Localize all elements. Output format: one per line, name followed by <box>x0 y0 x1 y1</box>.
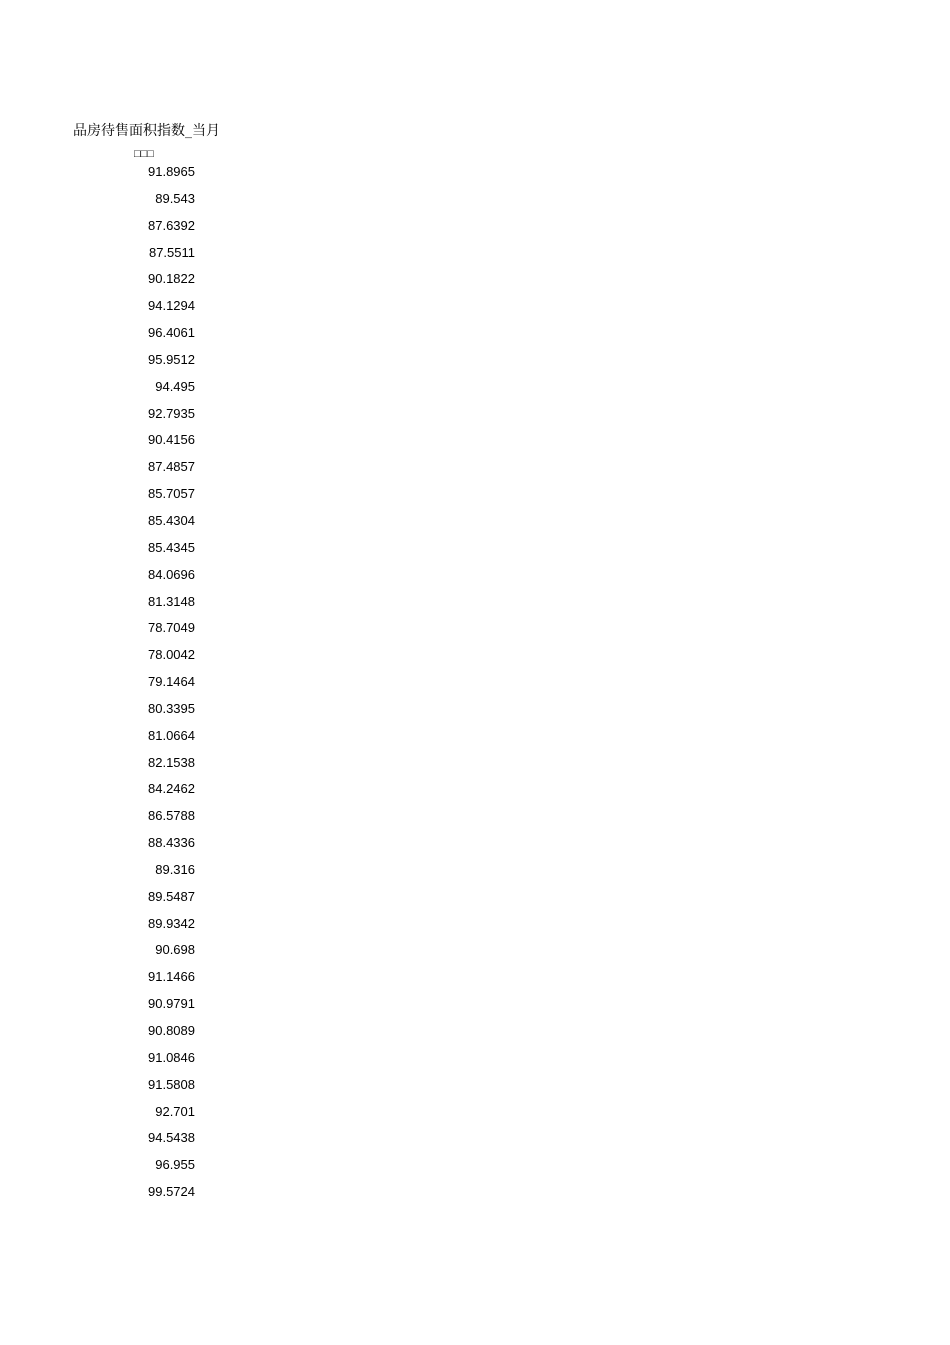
value-cell: 82.1538 <box>148 754 195 770</box>
value-cell: 91.1466 <box>148 969 195 985</box>
value-cell: 81.3148 <box>148 593 195 609</box>
value-cell: 92.701 <box>155 1103 195 1119</box>
value-cell: 85.4304 <box>148 512 195 528</box>
column-title: 品房待售面积指数_当月 <box>73 123 220 139</box>
value-cell: 90.698 <box>155 942 195 958</box>
value-cell: 91.0846 <box>148 1049 195 1065</box>
value-cell: 96.955 <box>155 1157 195 1173</box>
value-cell: 89.543 <box>155 190 195 206</box>
value-cell: 84.2462 <box>148 781 195 797</box>
value-cell: 99.5724 <box>148 1184 195 1200</box>
value-cell: 90.4156 <box>148 432 195 448</box>
value-cell: 78.0042 <box>148 647 195 663</box>
value-cell: 90.8089 <box>148 1023 195 1038</box>
value-cell: 87.6392 <box>148 217 195 233</box>
value-cell: 78.7049 <box>148 620 195 636</box>
value-cell: 80.3395 <box>148 700 195 716</box>
value-cell: 96.4061 <box>148 325 195 341</box>
value-cell: 94.495 <box>155 378 195 394</box>
value-cell: 90.9791 <box>148 996 195 1012</box>
value-cell: 85.4345 <box>148 539 195 555</box>
value-cell: 91.8965 <box>148 164 195 179</box>
value-cell: 88.4336 <box>148 835 195 851</box>
column-unit: □□□ <box>134 148 154 160</box>
value-cell: 79.1464 <box>148 674 195 690</box>
value-cell: 87.5511 <box>148 244 195 260</box>
value-cell: 94.1294 <box>148 298 195 314</box>
value-cell: 86.5788 <box>148 808 195 824</box>
value-cell: 89.316 <box>155 861 195 877</box>
value-cell: 95.9512 <box>148 351 195 367</box>
value-cell: 94.5438 <box>148 1130 195 1146</box>
value-list <box>100 159 195 1206</box>
value-cell: 92.7935 <box>148 405 195 421</box>
value-cell: 89.9342 <box>148 915 195 931</box>
value-cell: 81.0664 <box>148 727 195 743</box>
value-cell: 87.4857 <box>148 459 195 475</box>
value-cell: 91.5808 <box>148 1076 195 1092</box>
value-cell: 84.0696 <box>148 566 195 582</box>
value-cell: 85.7057 <box>148 486 195 502</box>
value-cell: 90.1822 <box>148 271 195 287</box>
value-cell: 89.5487 <box>148 888 195 904</box>
